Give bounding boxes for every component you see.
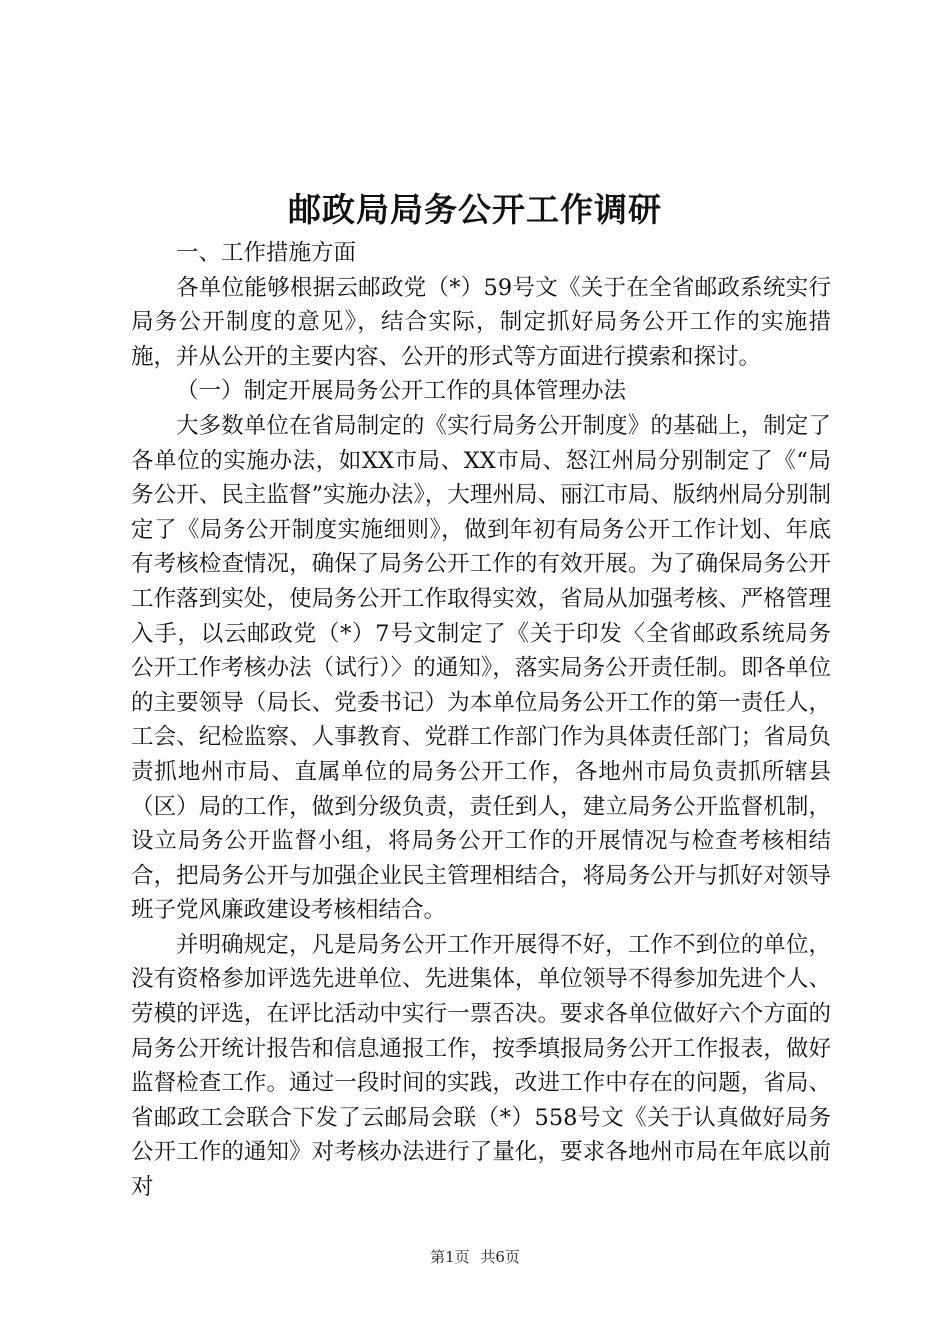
document-body bbox=[131, 236, 831, 1205]
body-paragraph: 并明确规定，凡是局务公开工作开展得不好，工作不到位的单位，没有资格参加评选先进单位、先进集体，单位领导不得参加先进个人、劳模的评选，在评比活动中实行一票否决。要求各单位做好六个方面的局务公开统计报告和信息通报工作，按季填报局务公开工作报表，做好监督检查工作。通过一段时间的实践，改进工作中存在的问题，省局、省邮政工会联合下发了云邮局会联（*）558号文《关于认真做好局务公开工作的通知》对考核办法进行了量化，要求各地州市局在年底以前对 bbox=[131, 931, 831, 1201]
page-footer bbox=[0, 1246, 950, 1267]
subsection-heading: （一）制定开展局务公开工作的具体管理办法 bbox=[176, 378, 627, 405]
page-number: 第1页 bbox=[430, 1248, 470, 1266]
page-total: 共6页 bbox=[480, 1248, 520, 1266]
body-paragraph: 各单位能够根据云邮政党（*）59号文《关于在全省邮政系统实行局务公开制度的意见》，结合实际，制定抓好局务公开工作的实施措施，并从公开的主要内容、公开的形式等方面进行摸索和探讨。 bbox=[131, 274, 831, 370]
document-title: 邮政局局务公开工作调研 bbox=[288, 190, 662, 229]
body-paragraph: 大多数单位在省局制定的《实行局务公开制度》的基础上，制定了各单位的实施办法，如XX市局、XX市局、怒江州局分别制定了《“局务公开、民主监督”实施办法》，大理州局、丽江市局、版纳州局分别制定了《局务公开制度实施细则》，做到年初有局务公开工作计划、年底有考核检查情况，确保了局务公开工作的有效开展。为了确保局务公开工作落到实处，使局务公开工作取得实效，省局从加强考核、严格管理入手，以云邮政党（*）7号文制定了《关于印发〈全省邮政系统局务公开工作考核办法（试行）〉的通知》，落实局务公开责任制。即各单位的主要领导（局长、党委书记）为本单位局务公开工作的第一责任人，工会、纪检监察、人事教育、党群工作部门作为具体责任部门；省局负责抓地州市局、直属单位的局务公开工作，各地州市局负责抓所辖县（区）局的工作，做到分级负责，责任到人，建立局务公开监督机制，设立局务公开监督小组，将局务公开工作的开展情况与检查考核相结合，把局务公开与加强企业民主管理相结合，将局务公开与抓好对领导班子党风廉政建设考核相结合。 bbox=[131, 412, 831, 924]
section-heading: 一、工作措施方面 bbox=[176, 240, 357, 266]
